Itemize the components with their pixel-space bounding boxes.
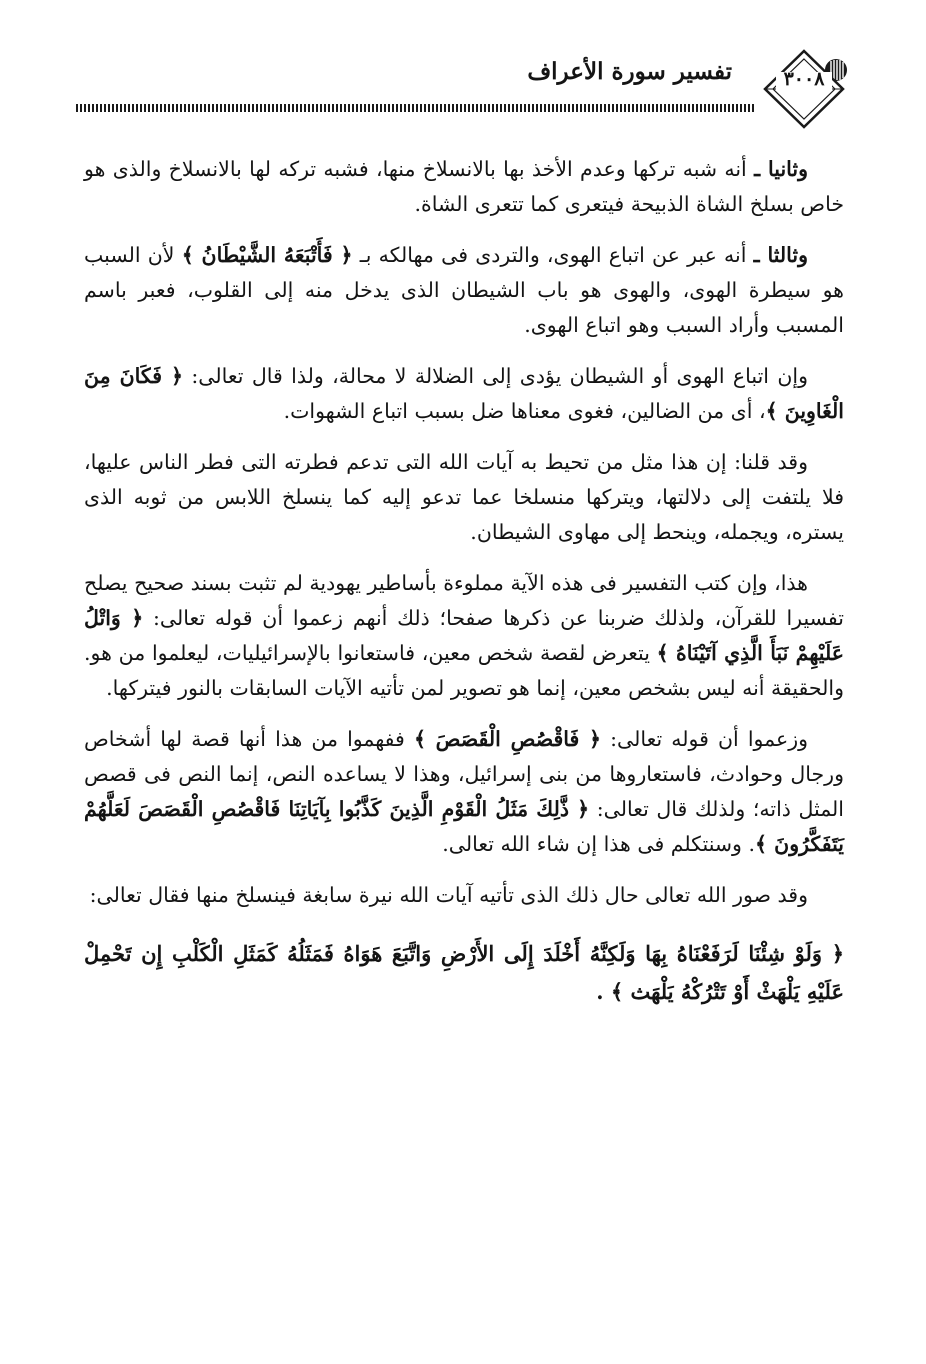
quran-quote: ﴿ فَكَانَ مِنَ الْغَاوِينَ ﴾ bbox=[84, 364, 844, 423]
text-segment: وقد صور الله تعالى حال ذلك الذى تأتيه آيات الله نيرة سابغة فينسلخ منها فقال تعالى: bbox=[89, 883, 808, 907]
paragraph bbox=[84, 238, 844, 343]
quran-quote: ﴿ ذَّلِكَ مَثَلُ الْقَوْمِ الَّذِينَ كَذَّبُوا بِآيَاتِنَا فَاقْصُصِ الْقَصَصَ لَعَلَّهُمْ يَتَفَكَّرُونَ ﴾ bbox=[84, 797, 844, 856]
running-title: تفسير سورة الأعراف bbox=[527, 58, 732, 85]
paragraph bbox=[84, 445, 844, 550]
text-segment: . وسنتكلم فى هذا إن شاء الله تعالى. bbox=[442, 832, 755, 856]
text-segment: يتعرض لقصة شخص معين، فاستعانوا بالإسرائيليات، ليعلموا من هو. والحقيقة أنه ليس بشخص معين، إنما هو تصوير لمن تأتيه الآيات السابقات بالنور فيتركها. bbox=[84, 641, 844, 700]
page-body bbox=[84, 152, 844, 1302]
paragraph bbox=[84, 152, 844, 222]
paragraph bbox=[84, 722, 844, 862]
text-segment: وإن اتباع الهوى أو الشيطان يؤدى إلى الضلالة لا محالة، ولذا قال تعالى: bbox=[183, 364, 808, 388]
text-segment: أنه عبر عن اتباع الهوى، والتردى فى مهالكه بـ bbox=[352, 243, 754, 267]
paragraph bbox=[84, 878, 844, 913]
header-rule bbox=[76, 104, 756, 112]
text-segment: ، أى من الضالين، فغوى معناها ضل بسبب اتباع الشهوات. bbox=[283, 399, 766, 423]
text-segment: وقد قلنا: إن هذا مثل من تحيط به آيات الله التى تدعم فطرته التى فطر الناس عليها، فلا يلتفت إلى دلالتها، ويتركها منسلخا عما تدعو إليه كما ينسلخ اللابس من ثوبه الذى يستره، ويجمله، وينحط إلى مهاوى الشيطان. bbox=[84, 450, 844, 544]
paragraphs bbox=[84, 152, 844, 913]
paragraph-lead: وثانيا ـ bbox=[754, 157, 809, 181]
text-segment: ففهموا من هذا أنها قصة لها أشخاص ورجال وحوادث، فاستعاروها من بنى إسرائيل، وهذا لا يساعده النص، إنما النص فى قصص المثل ذاته؛ ولذلك قال تعالى: bbox=[84, 727, 844, 821]
text-segment: وزعموا أن قوله تعالى: bbox=[601, 727, 809, 751]
paragraph-lead: وثالثا ـ bbox=[753, 243, 808, 267]
paragraph bbox=[84, 566, 844, 706]
paragraph bbox=[84, 359, 844, 429]
quran-quote: ﴿ فَاقْصُصِ الْقَصَصَ ﴾ bbox=[413, 727, 602, 751]
text-segment: لأن السبب هو سيطرة الهوى، والهوى هو باب الشيطان الذى يدخل منه إلى القلوب، فعبر باسم المسبب وأراد السبب وهو اتباع الهوى. bbox=[84, 243, 844, 337]
quran-quote: ﴿ فَأَتْبَعَهُ الشَّيْطَانُ ﴾ bbox=[181, 243, 353, 267]
text-segment: هذا، وإن كتب التفسير فى هذه الآية مملوءة بأساطير يهودية لم تثبت بسند صحيح يصلح تفسيرا للقرآن، ولذلك ضربنا عن ذكرها صفحا؛ ذلك أنهم زعموا أن قوله تعالى: bbox=[84, 571, 845, 630]
quran-quote: ﴿ وَاتْلُ عَلَيْهِمْ نَبَأَ الَّذِي آتَيْنَاهُ ﴾ bbox=[84, 606, 844, 665]
page-number: ٣٠٠٨ bbox=[783, 68, 825, 90]
page-header bbox=[76, 44, 850, 130]
text-segment: أنه شبه تركها وعدم الأخذ بها بالانسلاخ منها، فشبه تركه لها بالانسلاخ والذى هو خاص بسلخ الشاة الذبيحة فيتعرى كما تتعرى الشاة. bbox=[84, 157, 844, 216]
closing-verse: ﴿ وَلَوْ شِئْنَا لَرَفَعْنَاهُ بِهَا وَلَكِنَّهُ أَخْلَدَ إِلَى الأَرْضِ وَاتَّبَعَ هَوَاهُ فَمَثَلُهُ كَمَثَلِ الْكَلْبِ إِن تَحْمِلْ عَلَيْهِ يَلْهَثْ أَوْ تَتْرُكْهُ يَلْهَث ﴾ . bbox=[84, 941, 844, 1004]
